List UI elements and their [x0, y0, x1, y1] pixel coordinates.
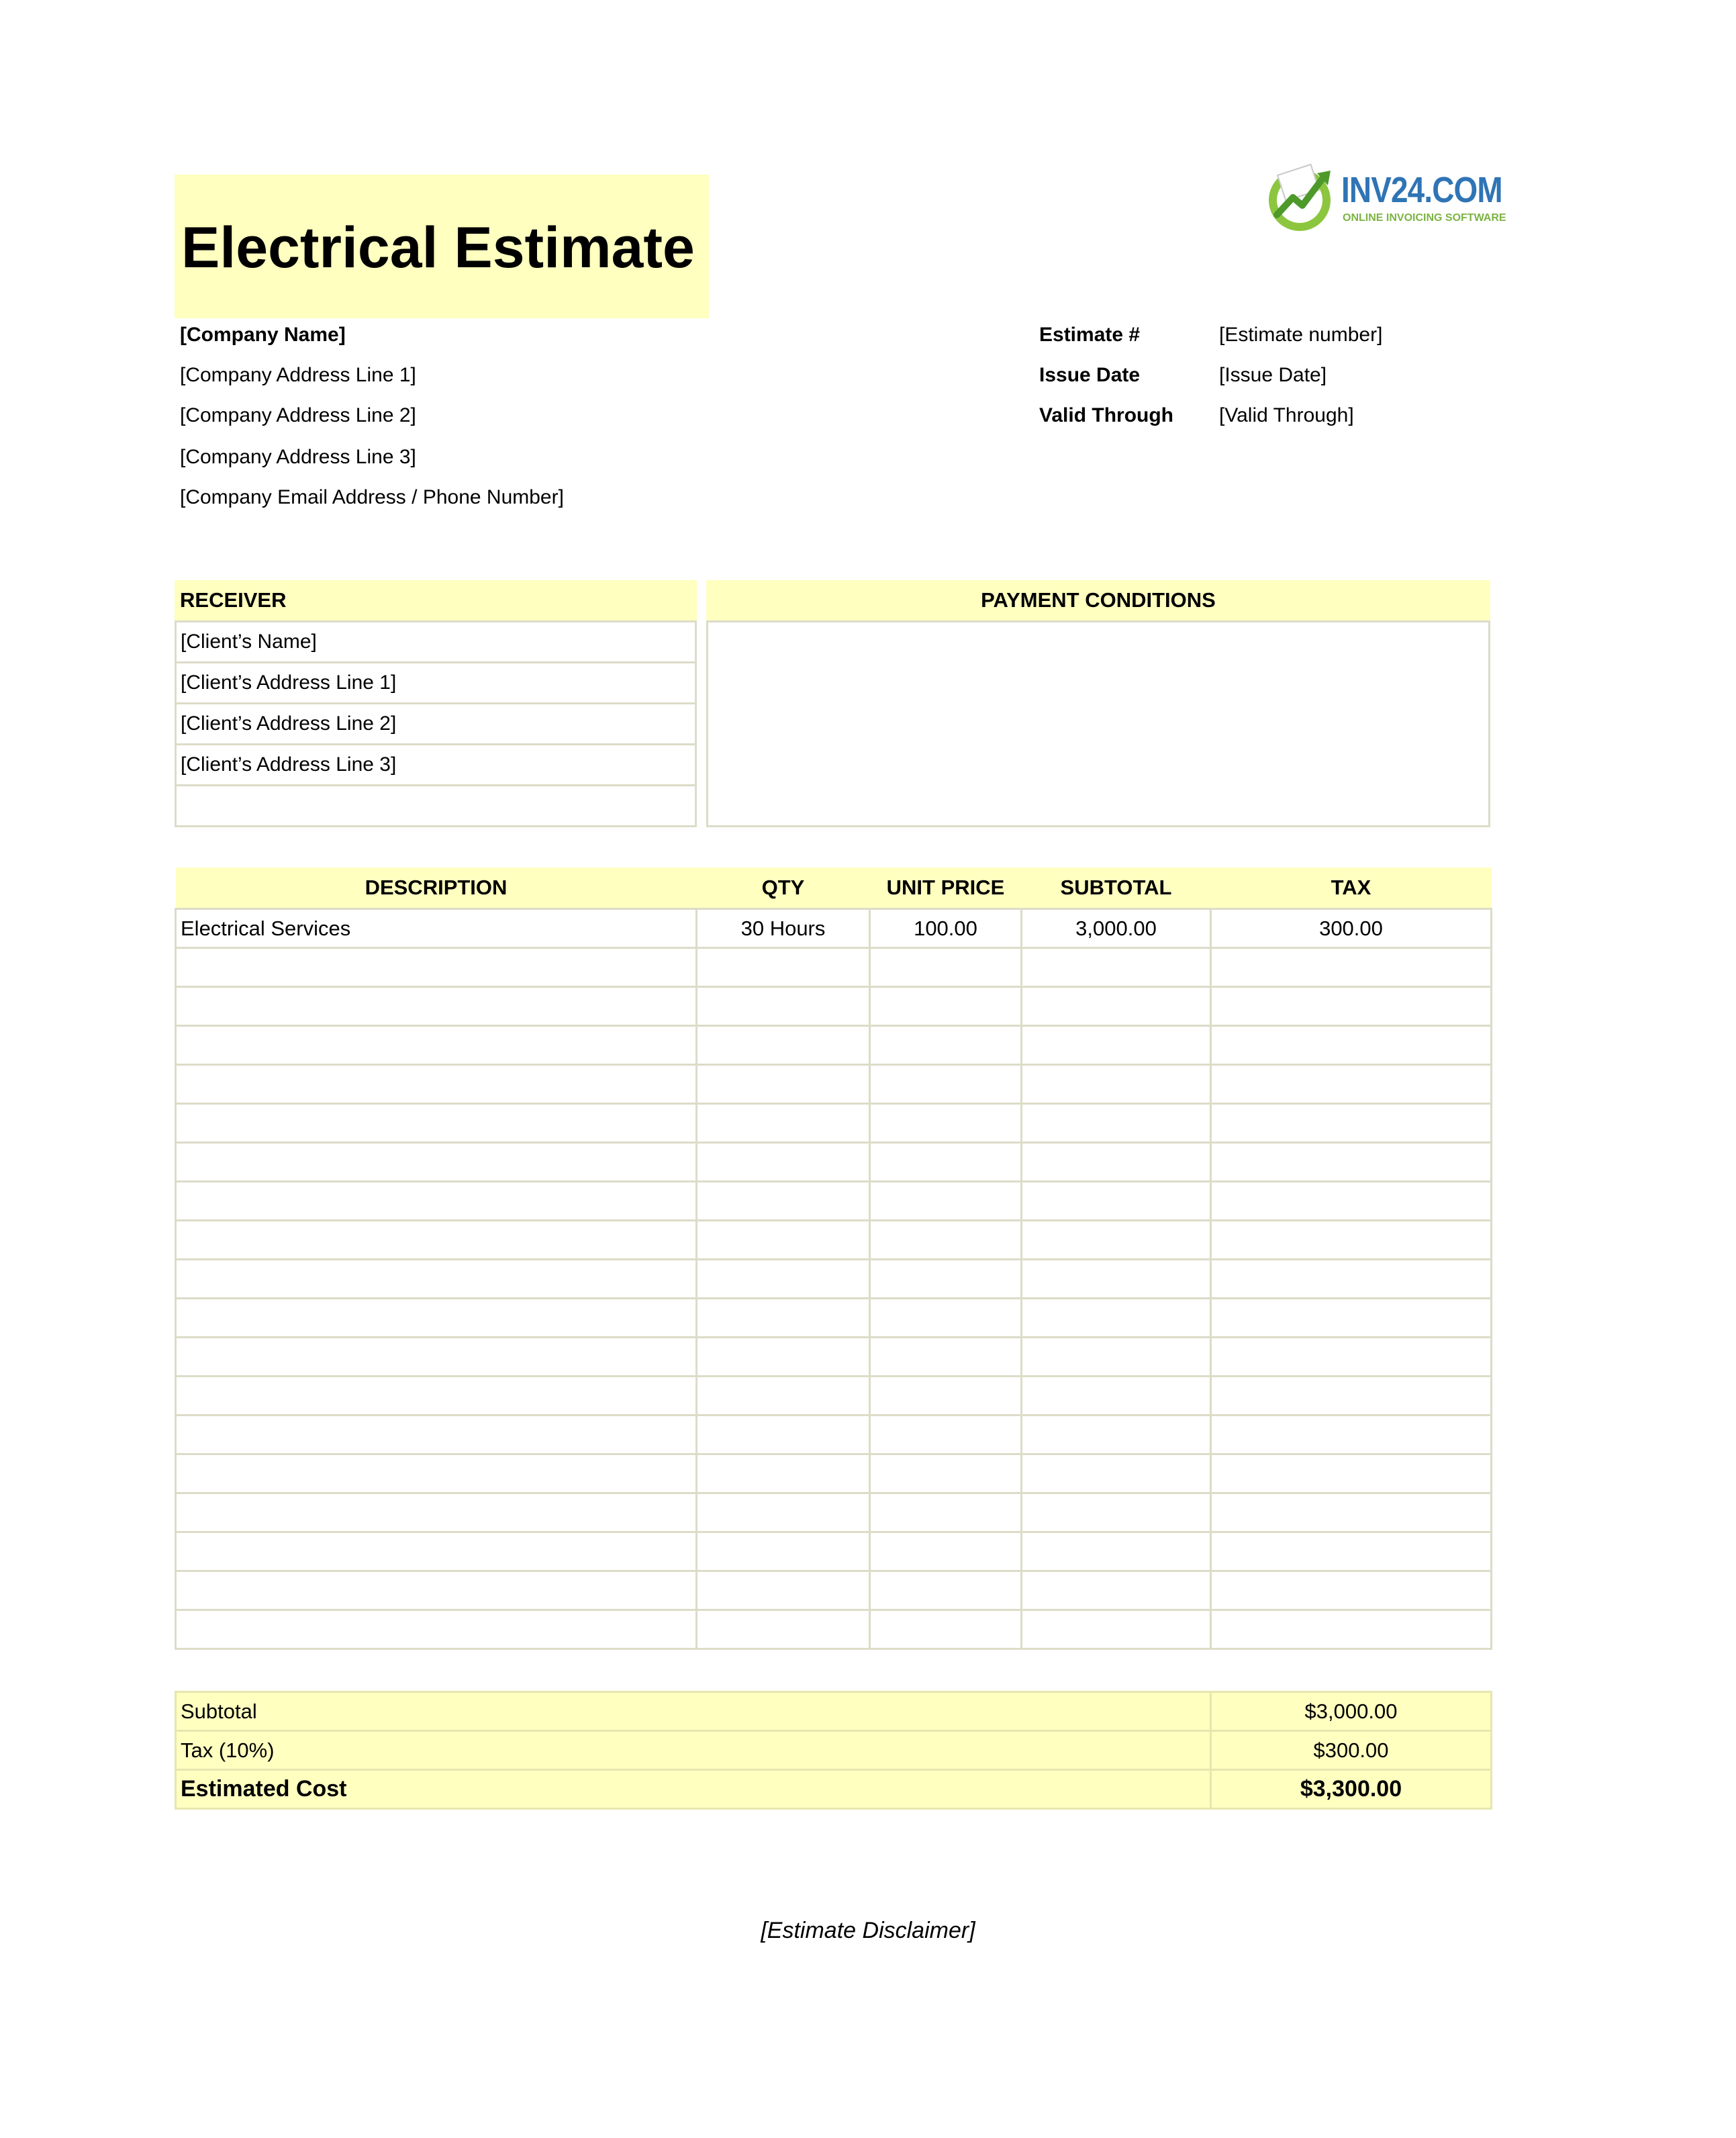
empty-cell — [1211, 1104, 1492, 1143]
empty-cell — [1022, 1377, 1211, 1415]
empty-cell — [1211, 1143, 1492, 1182]
column-header-unit-price: UNIT PRICE — [870, 868, 1022, 909]
table-row — [176, 909, 1492, 948]
issue-date-label: Issue Date — [1039, 364, 1141, 386]
empty-cell — [176, 1221, 697, 1260]
empty-cell — [1211, 1260, 1492, 1299]
empty-cell — [697, 1182, 870, 1221]
table-row-empty — [176, 1221, 1492, 1260]
table-row-empty — [176, 1571, 1492, 1610]
empty-cell — [870, 1415, 1022, 1454]
company-address-line-1: [Company Address Line 1] — [180, 364, 416, 386]
empty-cell — [1211, 1415, 1492, 1454]
company-contact: [Company Email Address / Phone Number] — [180, 486, 564, 508]
empty-cell — [1022, 1143, 1211, 1182]
empty-cell — [870, 1143, 1022, 1182]
empty-cell — [697, 1532, 870, 1571]
empty-cell — [1022, 1299, 1211, 1338]
table-row-empty — [176, 1415, 1492, 1454]
empty-cell — [870, 1299, 1022, 1338]
table-row-empty — [176, 1338, 1492, 1377]
empty-cell — [176, 948, 697, 987]
empty-cell — [697, 1454, 870, 1493]
empty-cell — [176, 1415, 697, 1454]
empty-cell — [697, 948, 870, 987]
empty-cell — [176, 1143, 697, 1182]
title-box — [175, 175, 709, 318]
empty-cell — [870, 1454, 1022, 1493]
empty-cell — [870, 1065, 1022, 1104]
empty-cell — [1211, 987, 1492, 1026]
empty-cell — [1211, 1221, 1492, 1260]
empty-cell — [1022, 948, 1211, 987]
empty-cell — [1022, 1454, 1211, 1493]
empty-cell — [870, 1026, 1022, 1065]
empty-cell — [1022, 1415, 1211, 1454]
empty-cell — [176, 1610, 697, 1649]
empty-cell — [176, 1104, 697, 1143]
logo-icon — [1261, 156, 1341, 236]
table-row-empty — [176, 1026, 1492, 1065]
tax-row — [176, 1731, 1492, 1770]
empty-cell — [1211, 1065, 1492, 1104]
empty-cell — [1022, 1338, 1211, 1377]
valid-through-value: [Valid Through] — [1219, 404, 1354, 426]
table-row-empty — [176, 1454, 1492, 1493]
receiver-box — [175, 620, 697, 827]
empty-cell — [697, 1221, 870, 1260]
table-row-empty — [176, 1532, 1492, 1571]
items-header-row — [176, 868, 1492, 909]
empty-cell — [1022, 1182, 1211, 1221]
item-qty: 30 Hours — [697, 909, 870, 948]
estimated-cost-row — [176, 1770, 1492, 1809]
empty-cell — [870, 1571, 1022, 1610]
empty-cell — [1211, 1532, 1492, 1571]
table-row-empty — [176, 1299, 1492, 1338]
estimated-cost-value: $3,300.00 — [1211, 1770, 1492, 1809]
item-unit-price: 100.00 — [870, 909, 1022, 948]
empty-cell — [176, 987, 697, 1026]
empty-cell — [697, 1260, 870, 1299]
subtotal-value: $3,000.00 — [1211, 1692, 1492, 1731]
column-header-qty: QTY — [697, 868, 870, 909]
empty-cell — [1211, 1182, 1492, 1221]
inv24-logo — [1261, 156, 1506, 236]
page-title: Electrical Estimate — [181, 216, 695, 280]
empty-cell — [870, 1221, 1022, 1260]
company-address-line-3: [Company Address Line 3] — [180, 446, 416, 468]
table-row-empty — [176, 1143, 1492, 1182]
table-row-empty — [176, 1377, 1492, 1415]
table-row-empty — [176, 1610, 1492, 1649]
empty-cell — [1211, 1610, 1492, 1649]
empty-cell — [176, 1454, 697, 1493]
empty-cell — [697, 1571, 870, 1610]
empty-cell — [697, 1065, 870, 1104]
estimate-number-value: [Estimate number] — [1219, 324, 1383, 346]
logo-tagline: ONLINE INVOICING SOFTWARE — [1343, 212, 1506, 224]
estimate-disclaimer: [Estimate Disclaimer] — [761, 1918, 975, 1943]
empty-cell — [1022, 1610, 1211, 1649]
empty-cell — [1211, 1026, 1492, 1065]
receiver-address-line-2: [Client’s Address Line 2] — [177, 704, 695, 745]
empty-cell — [697, 1104, 870, 1143]
table-row-empty — [176, 1182, 1492, 1221]
column-header-subtotal: SUBTOTAL — [1022, 868, 1211, 909]
estimated-cost-label: Estimated Cost — [176, 1770, 1211, 1809]
tax-value: $300.00 — [1211, 1731, 1492, 1770]
empty-cell — [870, 1493, 1022, 1532]
table-row-empty — [176, 1493, 1492, 1532]
empty-cell — [176, 1571, 697, 1610]
empty-cell — [697, 1143, 870, 1182]
empty-cell — [697, 1415, 870, 1454]
empty-cell — [870, 1182, 1022, 1221]
receiver-address-line-3: [Client’s Address Line 3] — [177, 745, 695, 786]
empty-cell — [870, 1260, 1022, 1299]
items-table — [175, 868, 1492, 1650]
empty-cell — [697, 1299, 870, 1338]
empty-cell — [697, 1338, 870, 1377]
issue-date-value: [Issue Date] — [1219, 364, 1327, 386]
empty-cell — [697, 987, 870, 1026]
logo-wordmark: INV24.COM — [1341, 170, 1502, 210]
empty-cell — [1022, 1493, 1211, 1532]
empty-cell — [176, 1493, 697, 1532]
payment-conditions-heading: PAYMENT CONDITIONS — [706, 580, 1490, 620]
receiver-empty-line — [177, 786, 695, 827]
empty-cell — [1211, 1571, 1492, 1610]
empty-cell — [176, 1182, 697, 1221]
receiver-heading: RECEIVER — [175, 580, 697, 620]
empty-cell — [1211, 1454, 1492, 1493]
empty-cell — [176, 1026, 697, 1065]
empty-cell — [176, 1299, 697, 1338]
empty-cell — [1211, 948, 1492, 987]
empty-cell — [1022, 1221, 1211, 1260]
empty-cell — [1022, 1260, 1211, 1299]
table-row-empty — [176, 1104, 1492, 1143]
empty-cell — [870, 1338, 1022, 1377]
empty-cell — [176, 1532, 697, 1571]
valid-through-label: Valid Through — [1039, 404, 1173, 426]
column-header-tax: TAX — [1211, 868, 1492, 909]
subtotal-label: Subtotal — [176, 1692, 1211, 1731]
empty-cell — [176, 1377, 697, 1415]
company-name: [Company Name] — [180, 324, 346, 346]
empty-cell — [1211, 1299, 1492, 1338]
empty-cell — [870, 948, 1022, 987]
empty-cell — [870, 1104, 1022, 1143]
empty-cell — [870, 987, 1022, 1026]
empty-cell — [1022, 1532, 1211, 1571]
empty-cell — [176, 1338, 697, 1377]
empty-cell — [870, 1377, 1022, 1415]
empty-cell — [870, 1532, 1022, 1571]
empty-cell — [176, 1260, 697, 1299]
estimate-number-label: Estimate # — [1039, 324, 1141, 346]
empty-cell — [1211, 1338, 1492, 1377]
subtotal-row — [176, 1692, 1492, 1731]
totals-table — [175, 1691, 1492, 1810]
item-subtotal: 3,000.00 — [1022, 909, 1211, 948]
empty-cell — [1022, 1065, 1211, 1104]
item-description: Electrical Services — [176, 909, 697, 948]
tax-label: Tax (10%) — [176, 1731, 1211, 1770]
empty-cell — [697, 1026, 870, 1065]
receiver-address-line-1: [Client’s Address Line 1] — [177, 663, 695, 704]
empty-cell — [1022, 1571, 1211, 1610]
column-header-description: DESCRIPTION — [176, 868, 697, 909]
empty-cell — [176, 1065, 697, 1104]
table-row-empty — [176, 1065, 1492, 1104]
receiver-client-name: [Client’s Name] — [177, 622, 695, 663]
empty-cell — [1211, 1493, 1492, 1532]
empty-cell — [697, 1493, 870, 1532]
table-row-empty — [176, 987, 1492, 1026]
empty-cell — [870, 1610, 1022, 1649]
empty-cell — [697, 1610, 870, 1649]
item-tax: 300.00 — [1211, 909, 1492, 948]
payment-conditions-box — [706, 620, 1490, 827]
empty-cell — [697, 1377, 870, 1415]
company-address-line-2: [Company Address Line 2] — [180, 404, 416, 426]
empty-cell — [1211, 1377, 1492, 1415]
empty-cell — [1022, 1026, 1211, 1065]
table-row-empty — [176, 1260, 1492, 1299]
empty-cell — [1022, 987, 1211, 1026]
empty-cell — [1022, 1104, 1211, 1143]
table-row-empty — [176, 948, 1492, 987]
